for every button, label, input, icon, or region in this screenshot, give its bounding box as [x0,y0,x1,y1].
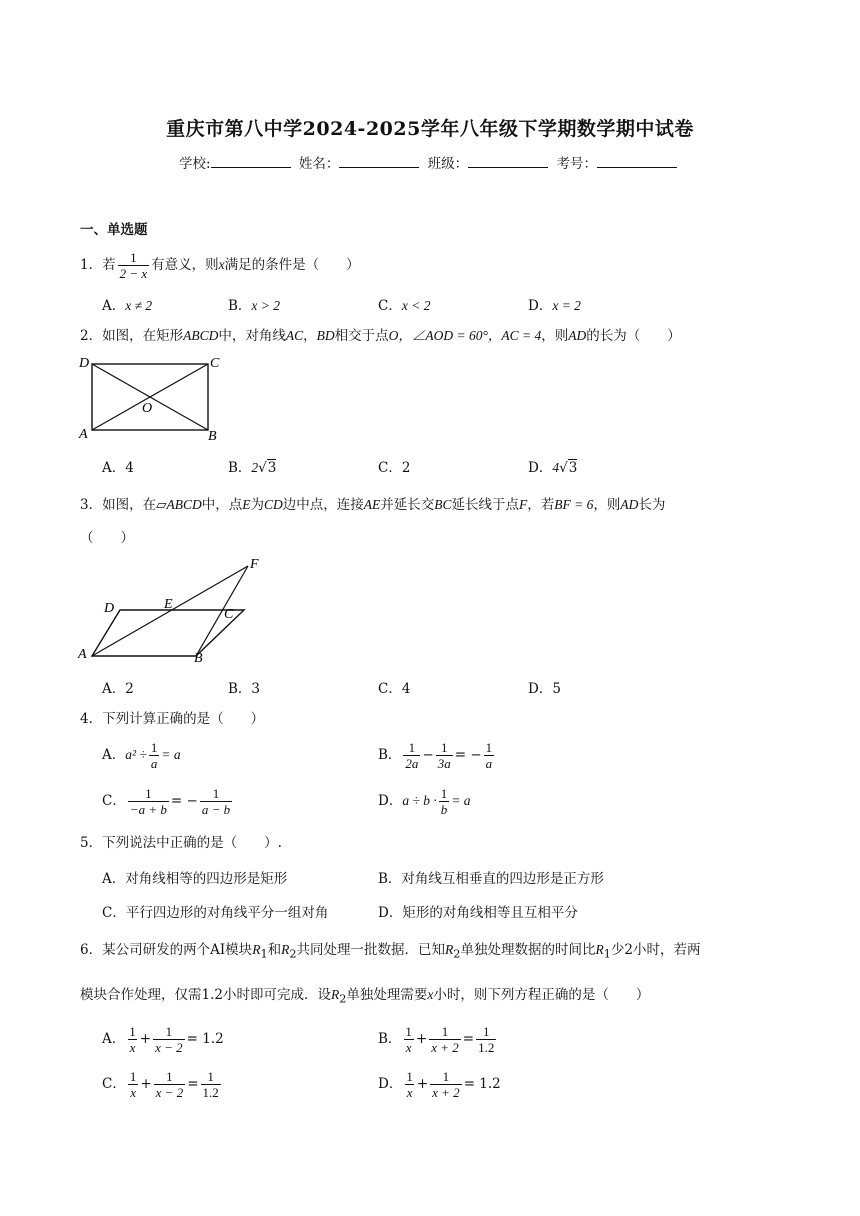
q6-text-2c: 小时，则下列方程正确的是（ ） [433,987,650,1003]
q2-text-1: 如图，在矩形 [102,328,184,344]
sqrt-icon: √ [258,460,267,476]
q4-b-f1-den: 2a [405,756,419,771]
q1-fraction [118,250,150,281]
q6-b-frac3 [476,1024,496,1055]
frac-num: 1 [207,1069,214,1084]
q6-r2: R [281,942,290,957]
frac-num: 1 [406,1069,413,1084]
q3-text-9: 长为 [638,497,666,513]
q6-b-frac2 [429,1024,461,1055]
question-4 [80,709,264,729]
q5-number: 5． [80,835,103,851]
q6-b-frac1 [403,1024,414,1055]
q6-a-frac2 [153,1024,185,1055]
frac-den: 1.2 [478,1040,495,1055]
q4-c-f2-num: 1 [212,786,220,801]
q1-frac-den: 2 − x [119,266,148,281]
q1-c-label: C． [378,298,402,314]
q6-r1-sub: 1 [260,947,268,961]
q4-c-f1-num: 1 [145,786,152,801]
q6-option-a[interactable] [102,1024,224,1055]
frac-den: x [406,1085,413,1100]
q1-text-post: 满足的条件是（ ） [224,257,360,273]
q6-c-frac3 [201,1069,221,1100]
equals: = [187,1076,199,1092]
q2-d-label: D． [528,460,553,476]
q3-text-4: 边中点，连接 [282,497,364,513]
q5-option-a[interactable]: A．对角线相等的四边形是矩形 [102,871,288,887]
q6-text-1c: 单独处理数据的时间比 [460,942,596,958]
q6-c-frac1 [128,1069,139,1100]
q3-label-a: A [78,647,87,662]
q2-abcd: ABCD [183,328,219,343]
q4-b-f1-num: 1 [408,740,416,755]
q5-option-d[interactable]: D．矩形的对角线相等且互相平分 [378,905,578,921]
q4-b-label: B． [378,747,402,763]
q6-r1b-sub: 1 [603,947,611,961]
q2-c-text: C．2 [378,460,411,476]
school-label: 学校: [179,156,211,172]
q3-number: 3． [80,497,103,513]
q1-frac-num: 1 [130,250,137,265]
plus: + [140,1076,152,1092]
frac-num: 1 [405,1024,412,1039]
q6-c-label: C． [102,1076,126,1092]
frac-den: x − 2 [155,1040,183,1055]
q2-d-radicand: 3 [568,460,578,476]
frac-num: 1 [441,1024,449,1039]
q2-o: O [388,328,399,343]
q2-ac4: AC = 4 [501,328,542,343]
q1-option-b[interactable] [228,294,280,314]
q2-option-a[interactable] [102,456,134,476]
q4-option-c[interactable] [102,786,234,817]
q3-cd: CD [263,497,283,512]
q2-label-a: A [79,427,88,442]
q3-parallelogram-figure [74,552,274,668]
q4-d-frac-den: b [440,802,448,817]
q1-b-label: B． [228,298,252,314]
q4-a-expr1: a² ÷ [125,747,147,762]
q3-option-c[interactable]: C．4 [378,681,411,697]
equals: = [462,1031,475,1047]
q1-number: 1． [80,257,103,273]
q3-label-f: F [250,557,259,572]
question-2 [80,326,681,346]
q6-r2-sub: 2 [289,947,297,961]
q6-r2c-sub: 2 [339,992,347,1006]
plus: + [416,1076,429,1092]
q3-ae: AE [363,497,381,512]
q2-label-d: D [79,356,90,371]
q4-d-frac [439,786,450,817]
q2-text-3: ， [303,328,317,344]
q6-d-frac1 [404,1069,415,1100]
q1-b-value: x > 2 [251,298,281,313]
q6-option-d[interactable] [378,1069,501,1100]
class-label: 班级： [427,156,469,172]
q4-c-frac2 [200,786,232,817]
q3-bc: BC [434,497,452,512]
q2-label-b: B [208,429,217,444]
q3-text-2: 中，点 [201,497,243,513]
q1-c-value: x < 2 [401,298,431,313]
q4-c-frac1 [128,786,169,817]
q3-abcd: ABCD [166,497,202,512]
q1-a-value: x ≠ 2 [125,298,153,313]
plus: + [139,1031,152,1047]
question-3 [80,495,665,515]
q6-d-label: D． [378,1076,403,1092]
q4-b-minus: − [422,747,434,763]
q3-text-5: 并延长交 [380,497,435,513]
q6-b-label: B． [378,1031,402,1047]
q6-a-label: A． [102,1031,126,1047]
q4-b-frac3 [484,740,495,771]
q6-text-2a: 模块合作处理，仅需1.2小时即可完成．设 [80,987,331,1003]
q1-d-label: D． [528,298,553,314]
q4-option-b[interactable] [378,740,496,771]
frac-num: 1 [442,1069,450,1084]
q6-text-1b: 共同处理一批数据．已知 [296,942,446,958]
name-blank[interactable] [339,155,419,168]
student-info-line [0,152,860,172]
q2-label-o: O [142,401,153,416]
q1-d-value: x = 2 [552,298,581,313]
q4-d-expr1: a ÷ b · [402,793,437,808]
q6-text-1d: 少2小时，若两 [610,942,701,958]
name-label: 姓名： [298,156,340,172]
q1-option-d[interactable] [528,294,581,314]
q1-var: x [218,257,225,272]
plus: + [415,1031,428,1047]
q4-a-frac-num: 1 [150,740,158,755]
frac-num: 1 [166,1069,173,1084]
q2-label-c: C [210,356,220,371]
q2-a-text: A．4 [102,460,134,476]
q3-label-b: B [194,651,203,666]
q3-label-c: C [224,607,234,622]
q2-b-label: B． [228,460,252,476]
frac-num: 1 [482,1024,490,1039]
q4-d-expr2: = a [451,793,471,808]
q4-a-expr2: = a [161,747,181,762]
q6-number: 6． [80,942,103,958]
q1-text-mid: 有意义，则 [151,257,219,273]
q6-r1b: R [595,942,604,957]
frac-den: x [129,1040,136,1055]
q3-text-1: 如图，在▱ [102,497,167,513]
school-blank[interactable] [211,155,291,168]
q5-option-b[interactable]: B．对角线互相垂直的四边形是正方形 [378,871,604,887]
q6-r2b: R [445,942,454,957]
frac-den: 1.2 [202,1085,219,1100]
q4-a-frac [149,740,160,771]
q3-e: E [242,497,251,512]
q1-text-pre: 若 [102,257,116,273]
q2-d-coef: 4 [552,460,560,475]
q3-option-d[interactable]: D．5 [528,681,561,697]
q1-a-label: A． [102,298,126,314]
q6-d-frac2 [430,1069,462,1100]
q3-paren: （ ） [80,530,134,546]
q6-r2b-sub: 2 [453,947,461,961]
q4-b-f3-num: 1 [485,740,493,755]
q3-label-e: E [164,597,173,612]
q3-ad: AD [620,497,639,512]
frac-den: x + 2 [432,1085,460,1100]
q2-b-radicand: 3 [267,460,277,476]
q4-b-frac1 [403,740,420,771]
q3-parallelogram [92,610,244,656]
q2-ac: AC [285,328,304,343]
q4-option-d[interactable] [378,786,471,817]
q2-text-2: 中，对角线 [218,328,286,344]
q2-text-7: 的长为（ ） [586,328,681,344]
q2-b-coef: 2 [251,460,259,475]
q2-option-c[interactable] [378,456,410,476]
q1-option-c[interactable] [378,294,430,314]
q6-option-b[interactable] [378,1024,498,1055]
question-6-line-1 [80,940,700,965]
q6-option-c[interactable] [102,1069,223,1100]
q4-d-label: D． [378,793,403,809]
q3-text-8: ，则 [593,497,621,513]
q4-a-frac-den: a [150,756,158,771]
question-5 [80,833,282,853]
q6-x: x [427,987,434,1002]
q3-label-d: D [104,601,115,616]
exam-no-blank[interactable] [597,155,677,168]
frac-num: 1 [129,1069,137,1084]
q2-angle: ，∠AOD = 60°， [398,328,502,343]
sqrt-icon: √ [559,460,568,476]
q4-option-a[interactable] [102,740,181,771]
q4-d-frac-num: 1 [440,786,448,801]
question-6-line-2 [80,985,649,1010]
exam-no-label: 考号： [556,156,597,172]
q3-option-b[interactable]: B．3 [228,681,261,697]
q2-ad: AD [568,328,587,343]
q4-c-f1-den: −a + b [129,802,167,817]
class-blank[interactable] [468,155,548,168]
q4-b-f2-num: 1 [440,740,448,755]
q3-option-a[interactable]: A．2 [102,681,134,697]
q4-c-eq: = − [170,793,198,809]
q4-b-f3-den: a [485,756,493,771]
q2-rectangle-figure [76,352,226,444]
q2-bd: BD [316,328,335,343]
q3-line-bf [196,566,248,656]
page-title: 重庆市第八中学2024-2025学年八年级下学期数学期中试卷 [166,118,694,140]
q5-text: 下列说法中正确的是（ ）. [102,835,282,851]
frac-num: 1 [129,1024,136,1039]
q6-r2c: R [330,987,340,1002]
q3-bf: BF = 6 [554,497,594,512]
q2-text-4: 相交于点 [334,328,389,344]
q2-option-d[interactable] [528,456,577,476]
question-1 [80,250,360,281]
q3-text-6: 延长线于点 [451,497,520,513]
q4-number: 4． [80,711,103,727]
q3-text-7: ，若 [527,497,555,513]
q2-text-6: ，则 [541,328,569,344]
q6-c-frac2 [154,1069,186,1100]
q4-b-f2-den: 3a [437,756,451,771]
q6-r1: R [252,942,261,957]
frac-den: x + 2 [431,1040,459,1055]
q1-option-a[interactable] [102,294,152,314]
section-heading: 一、单选题 [80,222,148,238]
q2-number: 2． [80,328,103,344]
q4-a-label: A． [102,747,126,763]
equals-value: = 1.2 [463,1076,501,1092]
q4-b-eq: = − [454,747,482,763]
q6-text-1a: 某公司研发的两个AI模块 [102,942,253,958]
q3-f: F [519,497,528,512]
q4-c-f2-den: a − b [201,802,231,817]
q4-b-frac2 [436,740,453,771]
frac-den: x − 2 [155,1085,184,1100]
q4-text: 下列计算正确的是（ ） [102,711,265,727]
q3-text-3: 为 [250,497,264,513]
frac-den: x [405,1040,412,1055]
q2-option-b[interactable] [228,456,276,476]
q5-option-c[interactable]: C．平行四边形的对角线平分一组对角 [102,905,329,921]
q6-text-2b: 单独处理需要 [346,987,428,1003]
equals-value: = 1.2 [186,1031,224,1047]
frac-num: 1 [165,1024,173,1039]
q4-c-label: C． [102,793,126,809]
frac-den: x [130,1085,136,1100]
q6-a-frac1 [127,1024,138,1055]
q6-and: 和 [267,942,282,958]
